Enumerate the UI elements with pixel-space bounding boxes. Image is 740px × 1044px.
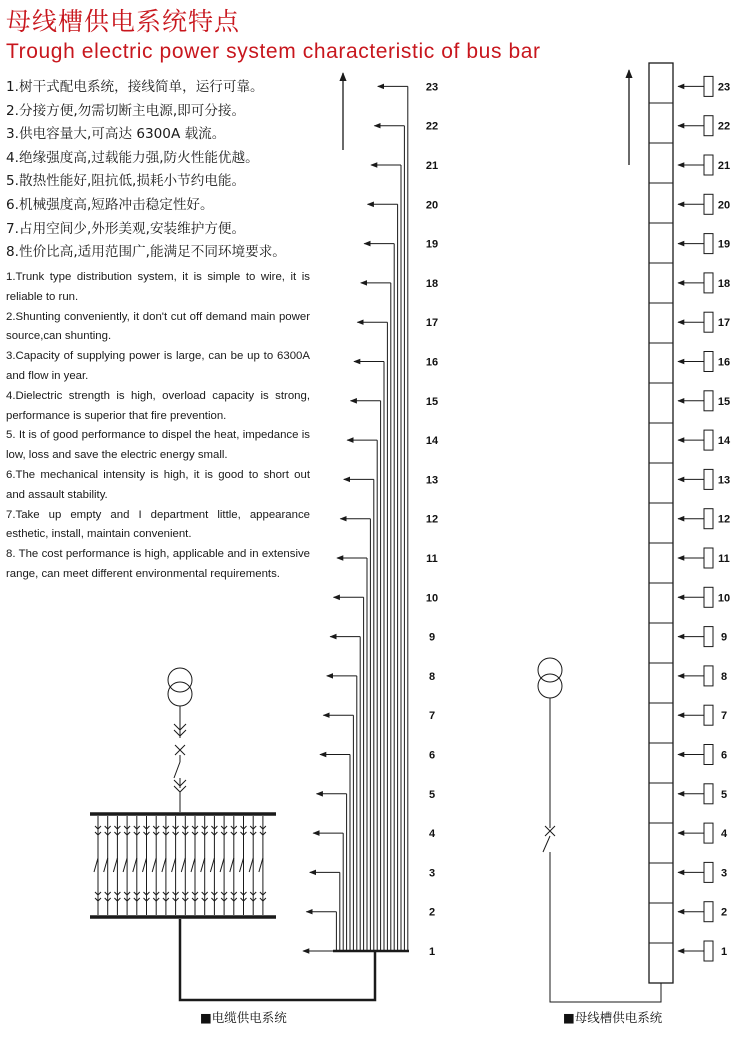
cable-floor-number: 21 [425,160,439,172]
feature-zh-item: 1.树干式配电系统，接线简单，运行可靠。 [6,79,264,95]
busbar-power-system [538,63,713,1002]
busbar-floor-number: 18 [717,277,731,290]
plug-in-box [704,745,713,765]
board-feeders [94,816,266,915]
cable-floor-number: 12 [425,513,439,526]
plug-in-box [704,548,713,568]
feature-zh-item: 8.性价比高,适用范围广,能满足不同环境要求。 [6,244,286,261]
busbar-floor-number: 4 [720,828,728,841]
plug-in-box [704,234,713,254]
busbar-floor-number: 7 [720,710,728,723]
busbar-floor-number: 17 [717,317,731,330]
feature-en-item: 4.Dielectric strength is high, overload capacity is strong, performance is superior that fire prevention. [6,389,310,422]
caption-cable-system: ■电缆供电系统 [200,1010,287,1025]
feeder-switch [240,858,244,872]
feature-zh-item: 5.散热性能好,阻抗低,损耗小节约电能。 [6,173,246,190]
busbar-feed-line [550,852,661,1002]
busbar-floor-number: 1 [720,946,728,958]
busbar-floor-number: 13 [717,474,731,487]
cable-floor-number: 7 [428,710,436,723]
plug-in-box [704,902,713,922]
busbar-floor-number: 5 [720,788,728,801]
busbar-trunk [649,63,673,983]
plug-in-box [704,862,713,882]
plug-in-box [704,116,713,136]
page-title: 母线槽供电系统特点 [6,7,241,36]
plug-in-box [704,155,713,175]
feature-zh-item: 7.占用空间少,外形美观,安装维护方便。 [6,220,246,237]
busbar-floor-number: 12 [717,513,731,526]
feature-en-item: 3.Capacity of supplying power is large, can be up to 6300A and flow in year. [6,350,310,382]
cable-floor-number: 13 [425,474,439,487]
feeder-switch [230,858,234,872]
feeder-switch [181,858,185,872]
caption-busbar-system: ■母线槽供电系统 [563,1010,663,1025]
cable-lines [303,86,408,951]
plug-in-box [704,509,713,529]
feeder-switch [123,858,127,872]
cable-floor-number: 11 [426,553,438,565]
feeder-switch [152,858,156,872]
busbar-floor-number: 6 [720,749,728,762]
breaker-icon [175,745,185,755]
feature-zh-item: 4.绝缘强度高,过载能力强,防火性能优越。 [6,149,259,166]
busbar-floor-number: 3 [720,867,728,880]
busbar-floor-number: 2 [720,906,728,919]
busbar-floor-number: 10 [717,592,731,605]
feature-zh-item: 2.分接方便,勿需切断主电源,即可分接。 [6,102,246,119]
transformer-icon [538,658,562,698]
cable-floor-number: 3 [428,867,436,880]
distribution-board [90,814,276,917]
plug-in-box [704,941,713,961]
busbar-floor-number: 20 [717,199,731,212]
busbar-floor-number: 21 [717,160,731,172]
busbar-floor-number: 15 [717,395,731,408]
cable-floor-number: 10 [425,592,439,605]
busbar-floor-number: 14 [717,435,731,448]
busbar-floor-numbers [718,81,731,958]
plug-in-box [704,194,713,214]
busbar-segments [649,103,673,943]
cable-floor-number: 20 [425,199,439,212]
busbar-floor-number: 16 [717,356,731,369]
cable-floor-numbers [426,81,439,958]
cable-floor-number: 9 [428,631,436,644]
feeder-switch [94,858,98,872]
feeder-switch [133,858,137,872]
plug-in-box [704,352,713,372]
feature-en-item: 5. It is of good performance to dispel the heat, impedance is low, loss and save the electric energy small. [6,429,310,462]
cable-floor-number: 8 [428,670,436,683]
transformer-icon [168,668,192,706]
cable-floor-number: 16 [425,356,439,369]
feature-zh-item: 6.机械强度高,短路冲击稳定性好。 [6,196,214,213]
plug-in-box [704,273,713,293]
cable-floor-number: 18 [425,277,439,290]
cable-floor-number: 14 [425,435,439,448]
plug-in-box [704,666,713,686]
feeder-switch [143,858,147,872]
busbar-floor-number: 8 [720,670,728,683]
plug-in-box [704,469,713,489]
plug-in-box [704,627,713,647]
cable-floor-number: 17 [425,317,439,330]
plug-in-box [704,823,713,843]
feeder-switch [162,858,166,872]
plug-in-box [704,784,713,804]
busbar-floor-number: 19 [717,238,731,251]
feeder-switch [249,858,253,872]
plug-in-box [704,391,713,411]
cable-connection-line [180,919,375,1000]
cable-power-system [90,73,409,1000]
feeder-switch [201,858,205,872]
feature-en-item: 2.Shunting conveniently, it don't cut off demand main power source,can shunting. [6,310,310,343]
plug-in-box [704,312,713,332]
cable-floor-number: 15 [425,395,439,408]
cable-floor-number: 2 [428,906,436,919]
busbar-floor-number: 23 [717,81,731,94]
feeder-switch [104,858,108,872]
cable-floor-number: 22 [425,120,439,133]
plug-in-box [704,430,713,450]
plug-in-box [704,705,713,725]
busbar-plug-in-units [678,76,713,961]
cable-floor-number: 5 [428,788,436,801]
busbar-floor-number: 9 [720,631,728,644]
feature-en-item: 1.Trunk type distribution system, it is simple to wire, it is reliable to run. [6,271,310,303]
feature-zh-item: 3.供电容量大,可高达 6300A 载流。 [6,126,226,143]
busbar-floor-number: 11 [718,553,730,565]
cable-floor-number: 4 [428,828,436,841]
feeder-switch [259,858,263,872]
plug-in-box [704,587,713,607]
feeder-switch [191,858,195,872]
page-subtitle: Trough electric power system characteristic of bus bar [6,40,541,63]
feeder-switch [210,858,214,872]
busbar-floor-number: 22 [717,120,731,133]
cable-floor-number: 6 [428,749,436,762]
cable-floor-number: 23 [425,81,439,94]
feeder-switch [172,858,176,872]
feature-en-item: 6.The mechanical intensity is high, it is good to short out and assault stability. [6,468,310,501]
feature-en-item: 8. The cost performance is high, applicable and in extensive range, can meet different environmental requirements. [6,548,310,580]
plug-in-box [704,76,713,96]
cable-floor-number: 19 [425,238,439,251]
feature-en-item: 7.Take up empty and I department little, appearance esthetic, install, maintain convenient. [6,508,310,541]
feeder-switch [220,858,224,872]
feeder-switch [113,858,117,872]
cable-floor-number: 1 [428,946,436,958]
